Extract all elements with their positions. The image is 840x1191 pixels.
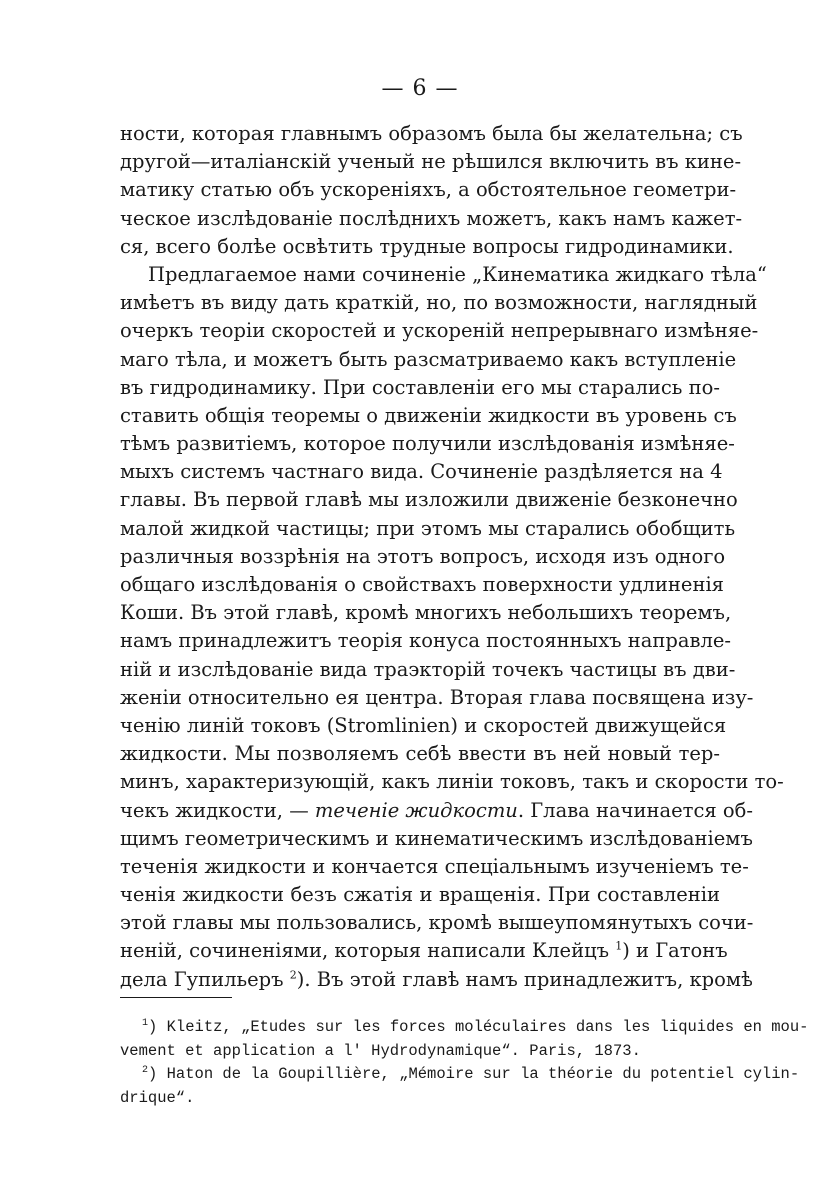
body-line — [120, 458, 723, 486]
body-line — [120, 486, 738, 514]
line-text: тѣмъ развитіемъ, которое получили изслѣдованія измѣняе- — [120, 432, 735, 456]
line-text: щимъ геометрическимъ и кинематическимъ изслѣдованіемъ — [120, 826, 753, 850]
body-line — [120, 289, 758, 317]
body-line — [120, 515, 736, 543]
body-line — [120, 853, 749, 881]
line-text: въ гидродинамику. При составленіи его мы старались по- — [120, 375, 720, 399]
line-text: теченія жидкости и кончается спеціальнымъ изученіемъ те- — [120, 854, 749, 878]
line-text: общаго изслѣдованія о свойствахъ поверхности удлиненія — [120, 573, 724, 596]
line-text: ). Въ этой главѣ намъ принадлежитъ, кромѣ — [296, 967, 753, 991]
line-text: Коши. Въ этой главѣ, кромѣ многихъ небольшихъ теоремъ, — [120, 601, 732, 625]
line-text: ченія жидкости безъ сжатія и вращенія. При составленіи — [120, 883, 720, 907]
body-line — [120, 881, 720, 909]
line-text: другой—италіанскій ученый не рѣшился включить въ кине- — [120, 150, 742, 174]
body-line — [120, 317, 759, 345]
footnote-text: ) Haton de la Goupillière, „Mémoire sur la théorie du potentiel cylin- — [148, 1065, 800, 1083]
line-text: мыхъ системъ частнаго вида. Сочиненіе раздѣляется на 4 — [120, 460, 723, 484]
body-line — [120, 571, 724, 599]
line-text: Предлагаемое нами сочиненіе „Кинематика жидкаго тѣла“ — [148, 262, 767, 286]
footnote-marker: 1 — [142, 1017, 149, 1029]
footnote-marker: 2 — [142, 1064, 149, 1076]
footnote-line — [120, 1040, 720, 1064]
body-line — [120, 825, 753, 853]
line-text: малой жидкой частицы; при этомъ мы старались обобщить — [120, 516, 736, 540]
body-line — [120, 430, 735, 458]
line-text: матику статью объ ускореніяхъ, а обстоятельное геометри- — [120, 178, 737, 202]
line-text: ся, всего болѣе освѣтить трудные вопросы гидродинамики. — [120, 234, 734, 258]
line-text: маго тѣла, и можетъ быть разсматриваемо какъ вступленіе — [120, 347, 737, 371]
body-line — [120, 740, 720, 768]
footnotes — [120, 1016, 809, 1110]
footnote-line — [120, 1087, 720, 1111]
line-text: очеркъ теоріи скоростей и ускореній непрерывнаго измѣняе- — [120, 319, 759, 343]
footnote-text: vement et application a l' Hydrodynamique“. Paris, 1873. — [120, 1041, 641, 1060]
body-line — [120, 768, 784, 796]
body-line — [120, 599, 732, 627]
line-text: минъ, характеризующій, какъ линіи токовъ, такъ и скорости то- — [120, 770, 784, 794]
footnote-text: drique“. — [120, 1088, 195, 1107]
footnote-separator — [120, 997, 232, 998]
line-text: намъ принадлежитъ теорія конуса постоянныхъ направле- — [120, 629, 732, 653]
line-text: ченію линій токовъ (Stromlinien) и скоростей движущейся — [120, 713, 727, 737]
line-text: имѣетъ въ виду дать краткій, но, по возможности, наглядный — [120, 291, 758, 315]
body-line — [120, 261, 767, 289]
page-number: — 6 — — [381, 76, 459, 101]
body-line — [120, 937, 728, 965]
body-line — [120, 205, 743, 233]
footnote-line — [120, 1063, 800, 1087]
emphasized-term: теченіе жидкости — [314, 798, 518, 822]
footnote-line — [120, 1016, 809, 1040]
line-text: этой главы мы пользовались, кромѣ вышеупомянутыхъ сочи- — [120, 911, 754, 935]
line-text: . Глава начинается об- — [517, 798, 753, 822]
body-line — [120, 402, 737, 430]
body-line — [120, 543, 726, 571]
body-line — [120, 909, 754, 937]
line-text: чекъ жидкости, — — [120, 798, 315, 822]
body-line — [120, 656, 736, 684]
body-line — [120, 233, 734, 261]
body-line — [120, 966, 753, 994]
body-line — [120, 120, 743, 148]
line-text: ности, которая главнымъ образомъ была бы желательна; съ — [120, 122, 743, 145]
line-text: ставить общія теоремы о движеніи жидкости въ уровень съ — [120, 403, 737, 427]
footnote-text: ) Kleitz, „Etudes sur les forces moléculaires dans les liquides en mou- — [148, 1018, 809, 1036]
body-line — [120, 346, 737, 374]
line-text: ческое изслѣдованіе послѣднихъ можетъ, какъ намъ кажет- — [120, 206, 743, 230]
line-text: различныя воззрѣнія на этотъ вопросъ, исходя изъ одного — [120, 544, 726, 568]
footnote-reference: 2 — [289, 968, 297, 982]
line-text: женіи относительно ея центра. Вторая глава посвящена изу- — [120, 685, 754, 709]
body-line — [120, 148, 742, 176]
line-text: дела Гупильеръ — [120, 967, 290, 991]
body-line — [120, 797, 753, 825]
body-line — [120, 374, 720, 402]
body-line — [120, 684, 754, 712]
line-text: ) и Гатонъ — [622, 939, 728, 963]
body-line — [120, 176, 737, 204]
body-text — [120, 120, 784, 994]
line-text: жидкости. Мы позволяемъ себѣ ввести въ ней новый тер- — [120, 742, 720, 766]
body-line — [120, 627, 732, 655]
line-text: главы. Въ первой главѣ мы изложили движеніе безконечно — [120, 488, 738, 512]
footnote-reference: 1 — [615, 939, 623, 953]
body-line — [120, 712, 727, 740]
line-text: ній и изслѣдованіе вида траэкторій точекъ частицы въ дви- — [120, 657, 736, 681]
line-text: неній, сочиненіями, которыя написали Клейцъ — [120, 939, 616, 963]
